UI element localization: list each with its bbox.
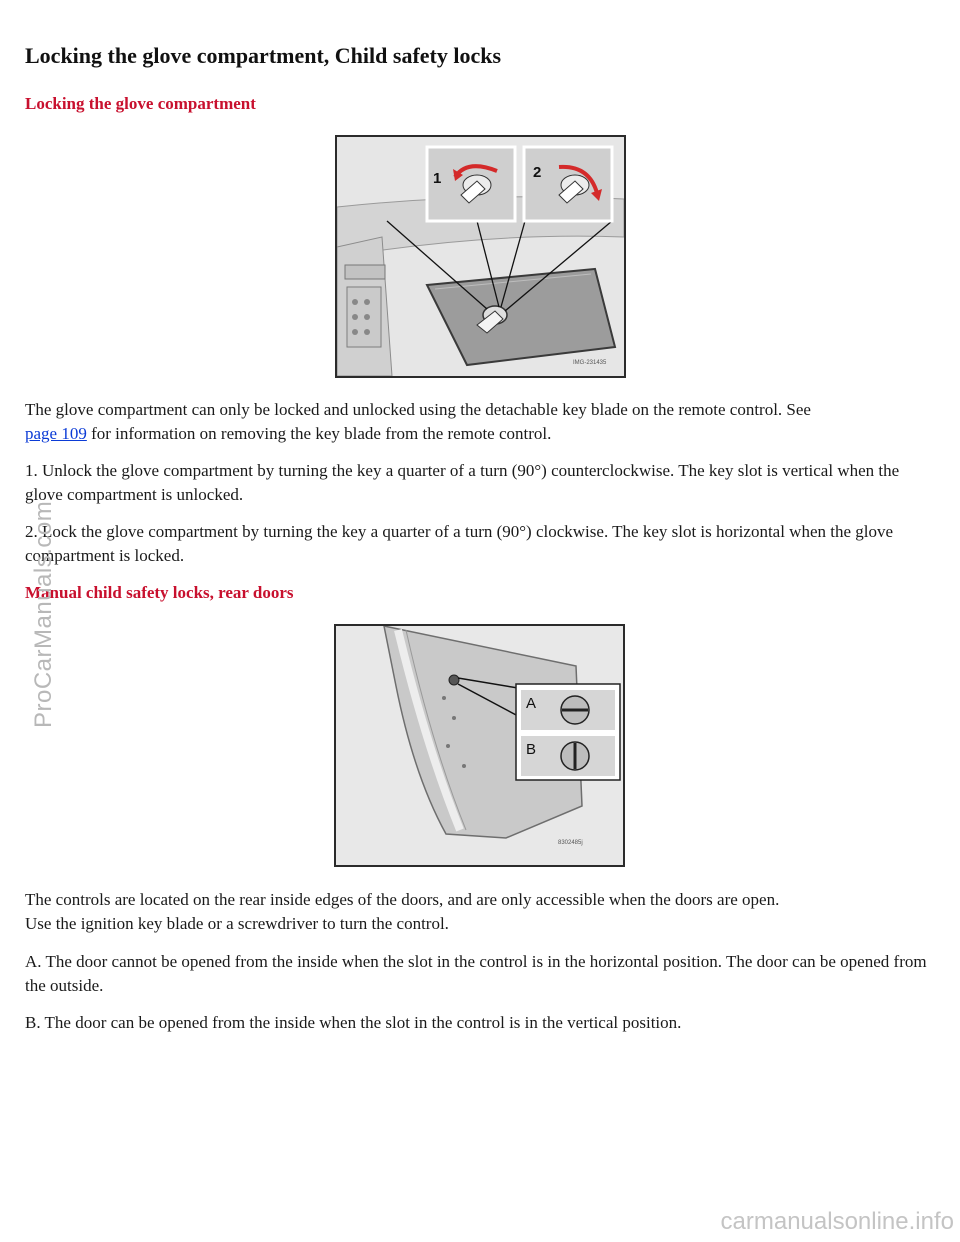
step-2-paragraph: 2. Lock the glove compartment by turning the key a quarter of a turn (90°) clockwise. The key slot is horizontal when the glove compartment is locked. — [25, 522, 894, 565]
glove-intro-text-after: for information on removing the key blade from the remote control. — [86, 424, 552, 443]
figure-code: IMG-231435 — [573, 360, 607, 366]
footer-watermark: carmanualsonline.info — [720, 1208, 954, 1235]
location-line-1: The controls are located on the rear inside edges of the doors, and are only accessible when the doors are open. — [25, 890, 780, 909]
glove-compartment-drawing — [337, 137, 624, 376]
side-watermark: ProCarManuals.com — [30, 500, 57, 728]
item-a-paragraph: A. The door cannot be opened from the inside when the slot in the control is in the horizontal position. The door can be opened from the outside. — [25, 952, 927, 995]
glove-intro-paragraph — [25, 398, 940, 446]
item-b-paragraph: B. The door can be opened from the inside when the slot in the control is in the vertical position. — [25, 1013, 682, 1032]
figure-code-2: 8302485j — [558, 840, 583, 846]
section-heading-glove-compartment: Locking the glove compartment — [25, 94, 256, 113]
glove-intro-text: The glove compartment can only be locked and unlocked using the detachable key blade on the remote control. See — [25, 400, 811, 419]
figure-label-a: A — [526, 695, 537, 712]
figure-label-1: 1 — [433, 170, 442, 187]
child-lock-illustration — [334, 624, 625, 867]
figure-label-b: B — [526, 741, 537, 758]
page-title: Locking the glove compartment, Child safety locks — [25, 43, 502, 68]
step-1-paragraph: 1. Unlock the glove compartment by turning the key a quarter of a turn (90°) counterclockwise. The key slot is vertical when the glove compartment is unlocked. — [25, 461, 900, 504]
section-heading-child-locks: Manual child safety locks, rear doors — [25, 583, 294, 602]
glove-compartment-illustration — [335, 135, 626, 378]
figure-label-2: 2 — [533, 164, 542, 181]
page-109-link[interactable]: page 109 — [25, 424, 87, 443]
location-line-2: Use the ignition key blade or a screwdriver to turn the control. — [25, 914, 449, 933]
child-lock-drawing — [336, 626, 623, 865]
location-paragraph — [25, 888, 940, 936]
